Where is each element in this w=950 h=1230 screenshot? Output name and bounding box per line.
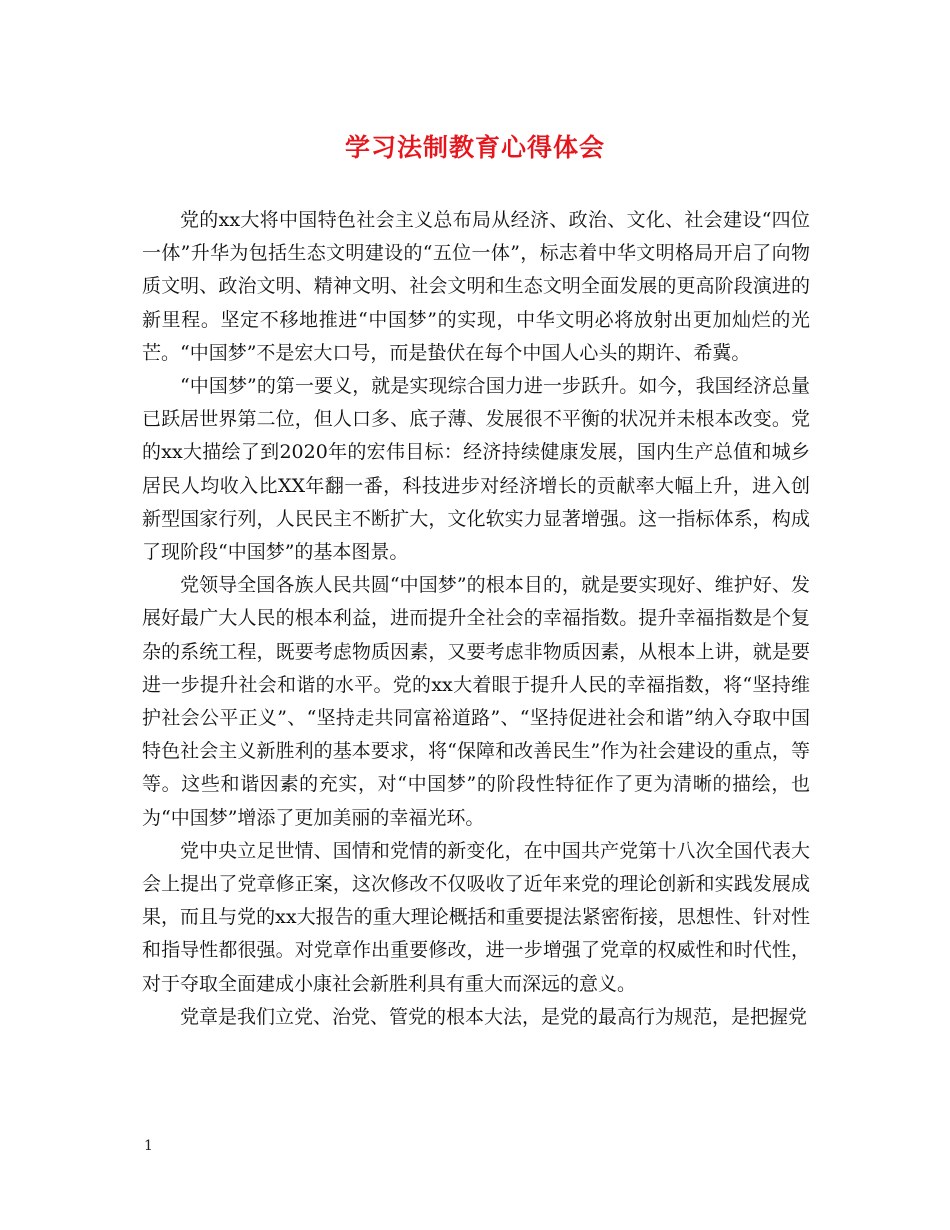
- paragraph-2: “中国梦”的第一要义，就是实现综合国力进一步跃升。如今，我国经济总量已跃居世界第二位，但人口多、底子薄、发展很不平衡的状况并未根本改变。党的xx大描绘了到2020年的宏伟目标：经济持续健康发展，国内生产总值和城乡居民人均收入比XX年翻一番，科技进步对经济增长的贡献率大幅上升，进入创新型国家行列，人民民主不断扩大，文化软实力显著增强。这一指标体系，构成了现阶段“中国梦”的基本图景。: [142, 375, 810, 564]
- paragraph-1: 党的xx大将中国特色社会主义总布局从经济、政治、文化、社会建设“四位一体”升华为包括生态文明建设的“五位一体”，标志着中华文明格局开启了向物质文明、政治文明、精神文明、社会文明和生态文明全面发展的更高阶段演进的新里程。坚定不移地推进“中国梦”的实现，中华文明必将放射出更加灿烂的光芒。“中国梦”不是宏大口号，而是蛰伏在每个中国人心头的期许、希冀。: [142, 209, 810, 364]
- paragraph-5: 党章是我们立党、治党、管党的根本大法，是党的最高行为规范，是把握党: [180, 1005, 808, 1028]
- paragraph-3: 党领导全国各族人民共圆“中国梦”的根本目的，就是要实现好、维护好、发展好最广大人民的根本利益，进而提升全社会的幸福指数。提升幸福指数是个复杂的系统工程，既要考虑物质因素，又要考虑非物质因素，从根本上讲，就是要进一步提升社会和谐的水平。党的xx大着眼于提升人民的幸福指数，将“坚持维护社会公平正义”、“坚持走共同富裕道路”、“坚持促进社会和谐”纳入夺取中国特色社会主义新胜利的基本要求，将“保障和改善民生”作为社会建设的重点，等等。这些和谐因素的充实，对“中国梦”的阶段性特征作了更为清晰的描绘，也为“中国梦”增添了更加美丽的幸福光环。: [142, 574, 810, 829]
- page-number: 1: [144, 1138, 153, 1154]
- paragraph-4: 党中央立足世情、国情和党情的新变化，在中国共产党第十八次全国代表大会上提出了党章修正案，这次修改不仅吸收了近年来党的理论创新和实践发展成果，而且与党的xx大报告的重大理论概括和重要提法紧密衔接，思想性、针对性和指导性都很强。对党章作出重要修改，进一步增强了党章的权威性和时代性，对于夺取全面建成小康社会新胜利具有重大而深远的意义。: [142, 839, 810, 995]
- document-title: 学习法制教育心得体会: [344, 133, 605, 162]
- document-body: [142, 204, 810, 1034]
